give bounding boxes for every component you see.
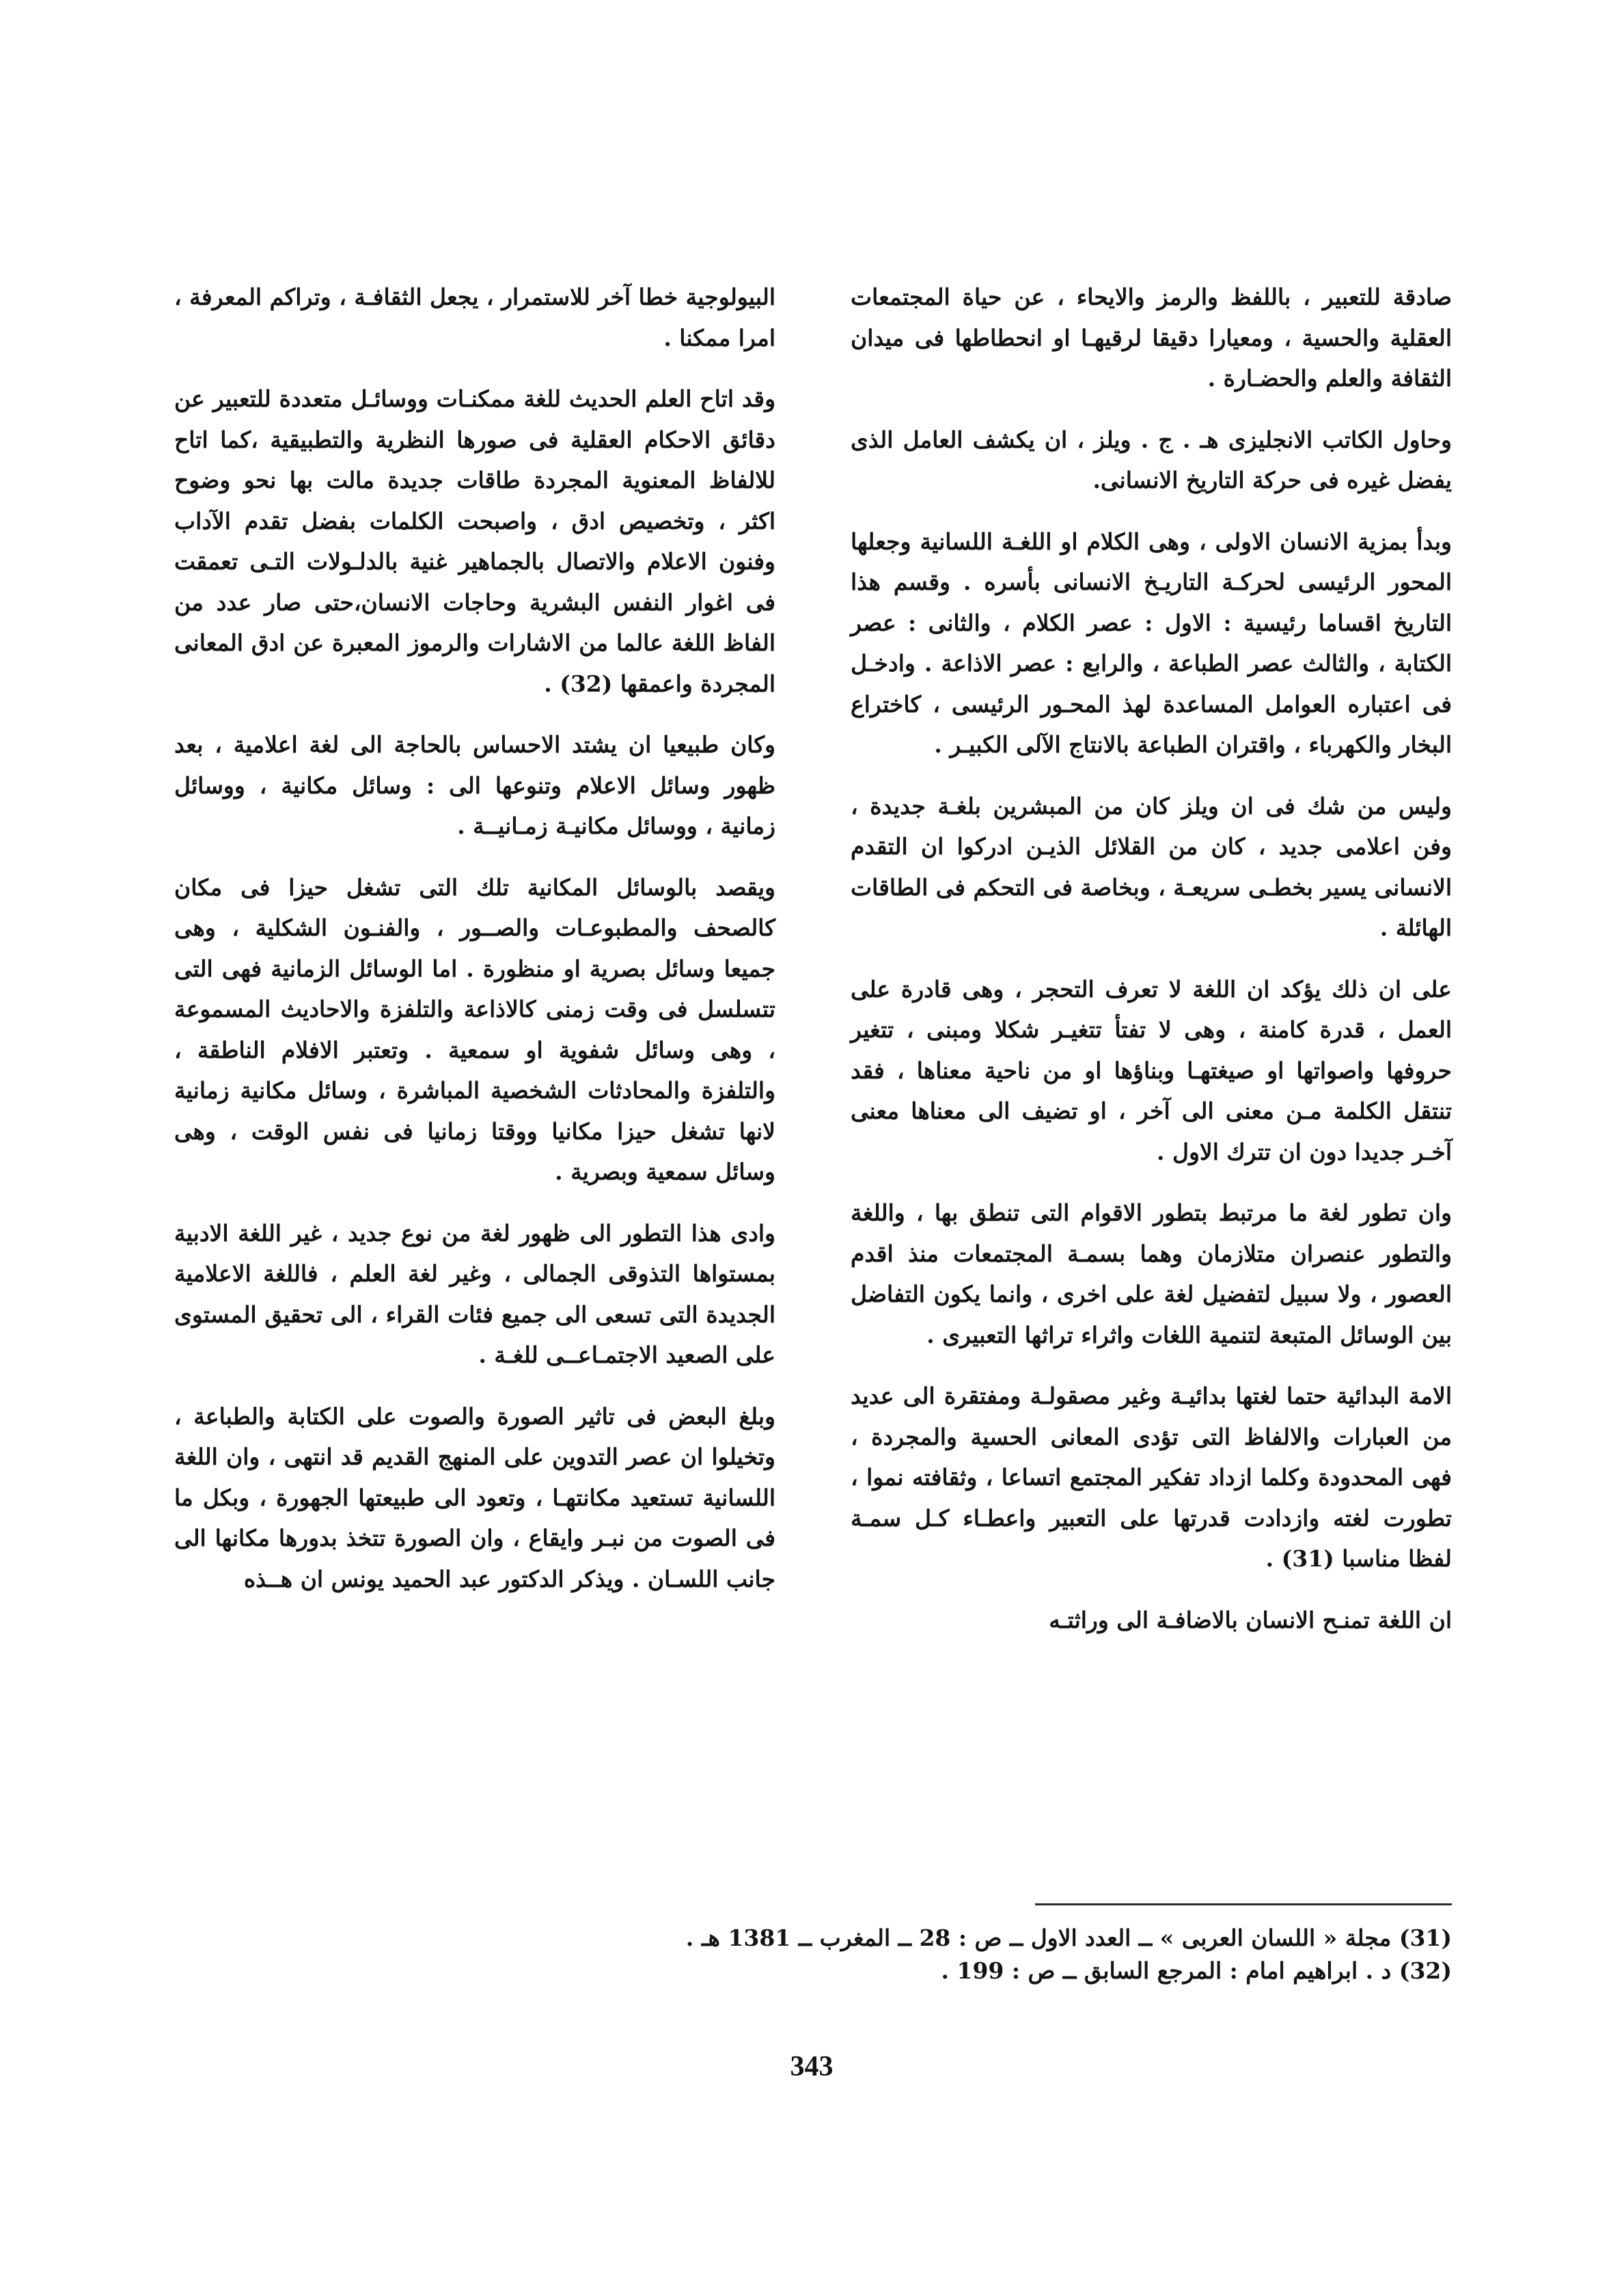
left-column (174, 277, 775, 1620)
paragraph: صادقة للتعبير ، باللفظ والرمز والايحاء ، عن حياة المجتمعات العقلية والحسية ، ومعيارا دقيقا لرقيهـا او انحطاطها فى ميدان الثقافة والعلم والحضـارة . (851, 284, 1452, 392)
paragraph: ان اللغة تمنـح الانسان بالاضافـة الى وراثتـه (1049, 1606, 1452, 1633)
paragraph: وبلغ البعض فى تاثير الصورة والصوت على الكتابة والطباعة ، وتخيلوا ان عصر التدوين على المنهج القديم قد انتهى ، وان اللغة اللسانية تستعيد مكانتهـا ، وتعود الى طبيعتها الجهورة ، وبكل ما فى الصوت من نبـر وايقاع ، وان الصورة تتخذ بدورها مكانها الى جانب اللسـان . ويذكر الدكتور عبد الحميد يونس ان هــذه (174, 1402, 775, 1592)
paragraph: وليس من شك فى ان ويلز كان من المبشرين بلغـة جديدة ، وفن اعلامى جديد ، كان من القلائل الذيـن ادركوا ان التقدم الانسانى يسير بخطـى سريعـة ، وبخاصة فى التحكم فى الطاقات الهائلة . (851, 792, 1452, 941)
right-column (851, 277, 1452, 1661)
page-number: 343 (790, 2051, 834, 2082)
footnote: (31) مجلة « اللسان العربى » ــ العدد الاول ــ ص : 28 ــ المغرب ــ 1381 هـ . (685, 1925, 1452, 1951)
paragraph: الامة البدائية حتما لغتها بدائيـة وغير مصقولـة ومفتقرة الى عديد من العبارات والالفاظ التى تؤدى المعانى الحسية والمجردة ، فهى المحدودة وكلما ازداد تفكير المجتمع اتساعا ، وثقافته نموا ، تطورت لغته وازدادت قدرتها على التعبير واعطـاء كـل سمـة لفظا مناسبا (31) . (851, 1383, 1452, 1572)
paragraph: وقد اتاح العلم الحديث للغة ممكنـات ووسائـل متعددة للتعبير عن دقائق الاحكام العقلية فى صورها النظرية والتطبيقية ،كما اتاح للالفاظ المعنوية المجردة طاقات جديدة مالت بها نحو وضوح اكثر ، وتخصيص ادق ، واصبحت الكلمات بفضل تقدم الآداب وفنون الاعلام والاتصال بالجماهير غنية بالدلـولات التـى تعمقت فى اغوار النفس البشرية وحاجات الانسان،حتى صار عدد من الفاظ اللغة عالما من الاشارات والرموز المعبرة عن ادق المعانى المجردة واعمقها (32) . (174, 385, 775, 697)
footnotes (685, 1922, 1452, 1987)
paragraph: وبدأ بمزية الانسان الاولى ، وهى الكلام او اللغـة اللسانية وجعلها المحور الرئيسى لحركـة التاريـخ الانسانى بأسره . وقسم هذا التاريخ اقساما رئيسية : الاول : عصر الكلام ، والثانى : عصر الكتابة ، والثالث عصر الطباعة ، والرابع : عصر الاذاعة . وادخـل فى اعتباره العوامل المساعدة لهذ المحـور الرئيسى ، كاختراع البخار والكهرباء ، واقتران الطباعة بالانتاج الآلى الكبيـر . (851, 528, 1452, 758)
paragraph: على ان ذلك يؤكد ان اللغة لا تعرف التحجر ، وهى قادرة على العمل ، قدرة كامنة ، وهى لا تفتأ تتغيـر شكلا ومبنى ، تتغير حروفها واصواتها او صيغتهـا وبناؤها او من ناحية معناها ، فقد تنتقل الكلمة مـن معنى الى آخر ، او تضيف الى معناها معنى آخـر جديدا دون ان تترك الاول . (851, 975, 1452, 1165)
footnote: (32) د . ابراهيم امام : المرجع السابق ــ ص : 199 . (941, 1957, 1452, 1984)
paragraph: البيولوجية خطا آخر للاستمرار ، يجعل الثقافـة ، وتراكم المعرفة ، امرا ممكنا . (174, 284, 775, 351)
paragraph: وحاول الكاتب الانجليزى هـ . ج . ويلز ، ان يكشف العامل الذى يفضل غيره فى حركة التاريخ الانسانى. (851, 426, 1452, 493)
paragraph: ويقصد بالوسائل المكانية تلك التى تشغل حيزا فى مكان كالصحف والمطبوعـات والصــور ، والفنـون الشكلية ، وهى جميعا وسائل بصرية او منظورة . اما الوسائل الزمانية فهى التى تتسلسل فى وقت زمنى كالاذاعة والتلفزة والاحاديث المسموعة ، وهى وسائل شفوية او سمعية . وتعتبر الافلام الناطقة ، والتلفزة والمحادثات الشخصية المباشرة ، وسائل مكانية زمانية لانها تشغل حيزا مكانيا ووقتا زمانيا فى نفس الوقت ، وهى وسائل سمعية وبصرية . (174, 873, 775, 1185)
paragraph: وان تطور لغة ما مرتبط بتطور الاقوام التى تنطق بها ، واللغة والتطور عنصران متلازمان وهما بسمـة المجتمعات منذ اقدم العصور ، ولا سبيل لتفضيل لغة على اخرى ، وانما يكون التفاضل بين الوسائل المتبعة لتنمية اللغات واثراء تراثها التعبيرى . (851, 1199, 1452, 1348)
paragraph: وادى هذا التطور الى ظهور لغة من نوع جديد ، غير اللغة الادبية بمستواها التذوقى الجمالى ، وغير لغة العلم ، فاللغة الاعلامية الجديدة التى تسعى الى جميع فئات القراء ، الى تحقيق المستوى على الصعيد الاجتمـاعــى للغـة . (174, 1219, 775, 1368)
paragraph: وكان طبيعيا ان يشتد الاحساس بالحاجة الى لغة اعلامية ، بعد ظهور وسائل الاعلام وتنوعها الى : وسائل مكانية ، ووسائل زمانية ، ووسائل مكانيـة زمـانيــة . (174, 731, 775, 839)
footnote-divider (1035, 1903, 1452, 1905)
